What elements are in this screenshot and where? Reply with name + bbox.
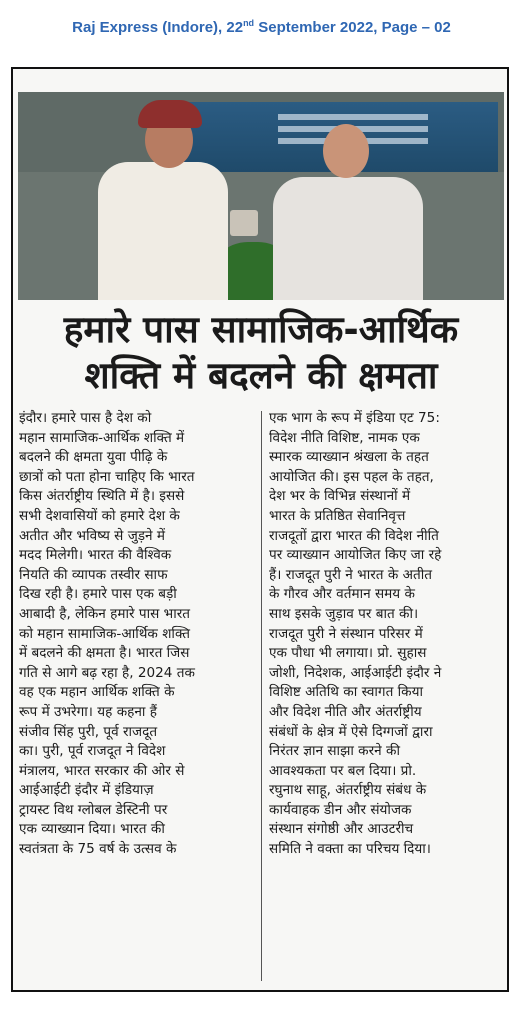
sapling-pot	[230, 210, 258, 236]
article-column-2: एक भाग के रूप में इंडिया एट 75: विदेश नीति विशिष्ट, नामक एक स्मारक व्याख्यान श्रंखला के तहत आयोजित की। इस पहल के तहत, देश भर के विभिन्न संस्थानों में भारत के प्रतिष्ठित सेवानिवृत्त राजदूतों द्वारा भारत की विदेश नीति पर व्याख्यान आयोजित किए जा रहे हैं। राजदूत पुरी ने भारत के अतीत के गौरव और वर्तमान समय के साथ इसके जुड़ाव पर बात की। राजदूत पुरी ने संस्थान परिसर में एक पौधा भी लगाया। प्रो. सुहास जोशी, निदेशक, आईआईटी इंदौर ने विशिष्ट अतिथि का स्वागत किया और विदेश नीति और अंतर्राष्ट्रीय संबंधों के क्षेत्र में ऐसे दिग्गजों द्वारा निरंतर ज्ञान साझा करने की आवश्यकता पर बल दिया। प्रो. रघुनाथ साहू, अंतर्राष्ट्रीय संबंध के कार्यवाहक डीन और संयोजक संस्थान संगोष्ठी और आउटरीच समिति ने वक्ता का परिचय दिया।	[269, 410, 442, 858]
newspaper-clipping	[11, 67, 509, 992]
person-right-head	[323, 124, 369, 178]
headline-line-1: हमारे पास सामाजिक-आर्थिक	[63, 308, 459, 351]
caption-superscript: nd	[243, 18, 255, 28]
article-body	[19, 409, 503, 985]
headline-line-2: शक्ति में बदलने की क्षमता	[84, 354, 438, 397]
person-left-turban	[138, 100, 202, 128]
source-caption	[0, 18, 523, 36]
column-divider	[261, 411, 262, 981]
article-headline	[18, 307, 504, 399]
article-column-1: इंदौर। हमारे पास है देश को महान सामाजिक-आर्थिक शक्ति में बदलने की क्षमता युवा पीढ़ि के छात्रों को पता होना चाहिए कि भारत किस अंतर्राष्ट्रीय स्थिति में है। इससे सभी देशवासियों को हमारे देश के अतीत और भविष्य से जुड़ने में मदद मिलेगी। भारत की वैश्विक नियति की व्यापक तस्वीर साफ दिख रही है। हमारे पास एक बड़ी आबादी है, लेकिन हमारे पास भारत को महान सामाजिक-आर्थिक शक्ति में बदलने की क्षमता है। भारत जिस गति से आगे बढ़ रहा है, 2024 तक वह एक महान आर्थिक शक्ति के रूप में उभरेगा। यह कहना हैं संजीव सिंह पुरी, पूर्व राजदूत का। पुरी, पूर्व राजदूत ने विदेश मंत्रालय, भारत सरकार की ओर से आईआईटी इंदौर में इंडियाज़ ट्रायस्ट विथ ग्लोबल डेस्टिनी पर एक व्याख्यान दिया। भारत की स्वतंत्रता के 75 वर्ष के उत्सव के	[19, 410, 195, 858]
person-left	[98, 162, 228, 300]
caption-prefix: Raj Express (Indore), 22	[72, 19, 244, 36]
article-photo	[18, 92, 504, 300]
person-right	[273, 177, 423, 300]
caption-suffix: September 2022, Page – 02	[254, 19, 451, 36]
